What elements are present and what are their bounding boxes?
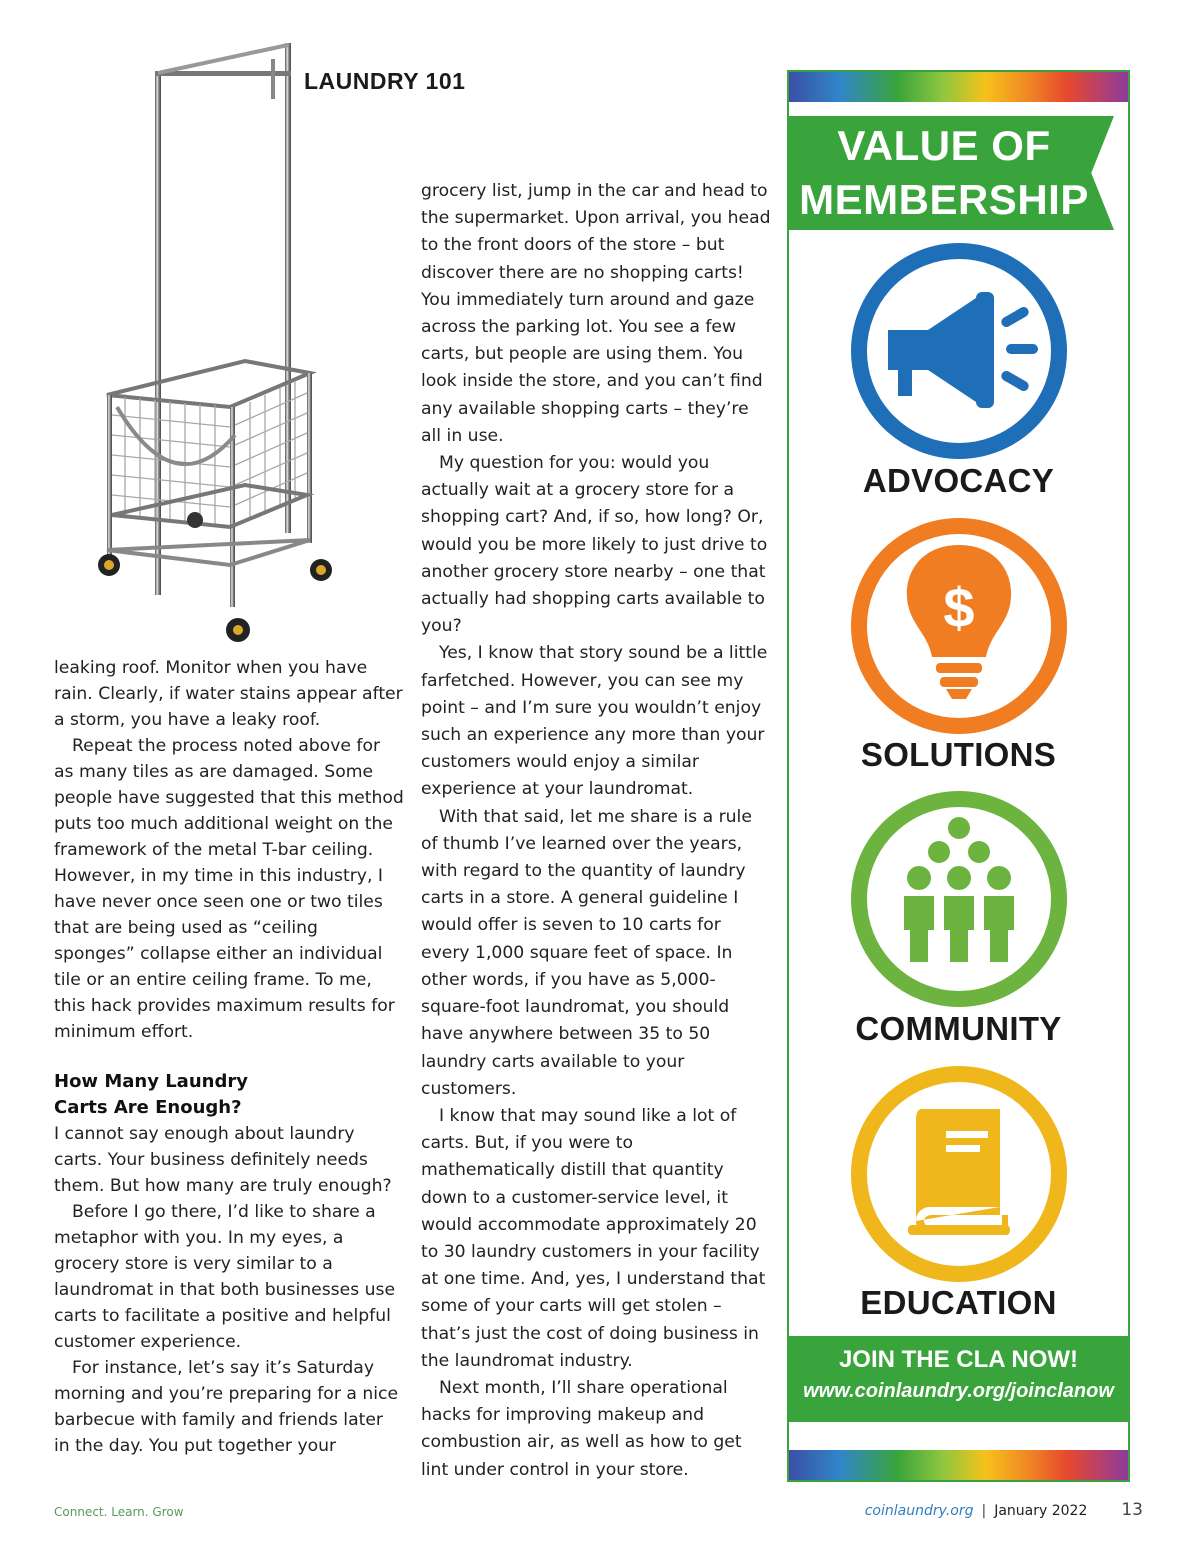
pillar-label-solutions: SOLUTIONS: [860, 736, 1057, 773]
book-icon: [850, 1065, 1068, 1283]
paragraph: leaking roof. Monitor when you have rain. Clearly, if water stains appear after a storm, you have a leaky roof.: [54, 658, 403, 730]
laundry-cart-photo: [95, 35, 355, 655]
join-cta-text[interactable]: JOIN THE CLA NOW!: [838, 1346, 1079, 1373]
megaphone-icon: [850, 242, 1068, 460]
footer-separator: |: [981, 1503, 987, 1519]
pillar-label-education: EDUCATION: [860, 1284, 1057, 1321]
footer-tagline: Connect. Learn. Grow: [54, 1505, 184, 1519]
page-number: 13: [1121, 1500, 1143, 1520]
ad-title: [789, 116, 1099, 230]
paragraph: Before I go there, I’d like to share a metaphor with you. In my eyes, a grocery store is very similar to a laundromat in that both businesses use carts to facilitate a positive and helpful customer experience.: [54, 1202, 396, 1352]
paragraph: With that said, let me share is a rule of thumb I’ve learned over the years, with regard to the quantity of laundry carts in a store. A general guideline I would offer is seven to 10 carts for every 1,000 square feet of space. In other words, if you have as 5,000-square-foot laundromat, you should have anywhere between 35 to 50 laundry carts available to your customers.: [421, 806, 752, 1099]
paragraph: grocery list, jump in the car and head to the supermarket. Upon arrival, you head to the front doors of the store – but discover there are no shopping carts! You immediately turn around and gaze across the parking lot. You see a few carts, but people are using them. You look inside the store, and you can’t find any available shopping carts – they’re all in use.: [421, 181, 771, 446]
ad-title-line-2: MEMBERSHIP: [799, 176, 1089, 223]
footer-issue-date: January 2022: [994, 1503, 1088, 1519]
paragraph: I know that may sound like a lot of carts. But, if you were to mathematically distill that quantity down to a customer-service level, it would accommodate approximately 20 to 30 laundry customers in your facility at one time. And, yes, I understand that some of your carts will get stolen – that’s just the cost of doing business in the laundromat industry.: [421, 1105, 766, 1371]
paragraph: I cannot say enough about laundry carts. Your business definitely needs them. But how many are truly enough?: [54, 1124, 392, 1196]
paragraph: For instance, let’s say it’s Saturday morning and you’re preparing for a nice barbecue with family and friends later in the day. You put together your: [54, 1358, 399, 1456]
heading-line-1: How Many Laundry: [54, 1071, 248, 1092]
rainbow-stripe-top: [789, 72, 1128, 102]
heading-line-2: Carts Are Enough?: [54, 1097, 242, 1118]
lightbulb-dollar-icon: [850, 517, 1068, 735]
section-label: LAUNDRY 101: [304, 68, 466, 94]
footer-site-link[interactable]: coinlaundry.org: [864, 1503, 974, 1519]
paragraph: My question for you: would you actually wait at a grocery store for a shopping cart? And, if so, how long? Or, would you be more likely to just drive to another grocery store nearby – one that actually had shopping carts available to you?: [421, 453, 768, 637]
svg-text:$: $: [943, 576, 975, 639]
membership-ad[interactable]: [787, 70, 1130, 1482]
join-cta[interactable]: [789, 1336, 1128, 1422]
paragraph: Yes, I know that story sound be a little farfetched. However, you can see my point – and I’m sure you wouldn’t enjoy such an experience any more than your customers would enjoy a similar experience at your laundromat.: [421, 643, 768, 800]
people-group-icon: [850, 790, 1068, 1008]
article-column-2: [421, 178, 771, 1484]
join-url-link[interactable]: www.coinlaundry.org/joinclanow: [803, 1380, 1114, 1402]
section-heading: [54, 1069, 404, 1121]
rainbow-stripe-bottom: [789, 1450, 1128, 1480]
ad-title-line-1: VALUE OF: [837, 122, 1051, 169]
footer-info: [865, 1500, 1143, 1520]
paragraph: Repeat the process noted above for as many tiles as are damaged. Some people have suggested that this method puts too much additional weight on the framework of the metal T-bar ceiling. However, in my time in this industry, I have never once seen one or two tiles that are being used as “ceiling sponges” collapse either an individual tile or an entire ceiling frame. To me, this hack provides maximum results for minimum effort.: [54, 736, 404, 1042]
paragraph: Next month, I’ll share operational hacks for improving makeup and combustion air, as well as how to get lint under control in your store.: [421, 1377, 742, 1480]
pillar-label-community: COMMUNITY: [855, 1010, 1062, 1047]
pillar-label-advocacy: ADVOCACY: [862, 462, 1055, 499]
article-column-1: [54, 655, 404, 1459]
